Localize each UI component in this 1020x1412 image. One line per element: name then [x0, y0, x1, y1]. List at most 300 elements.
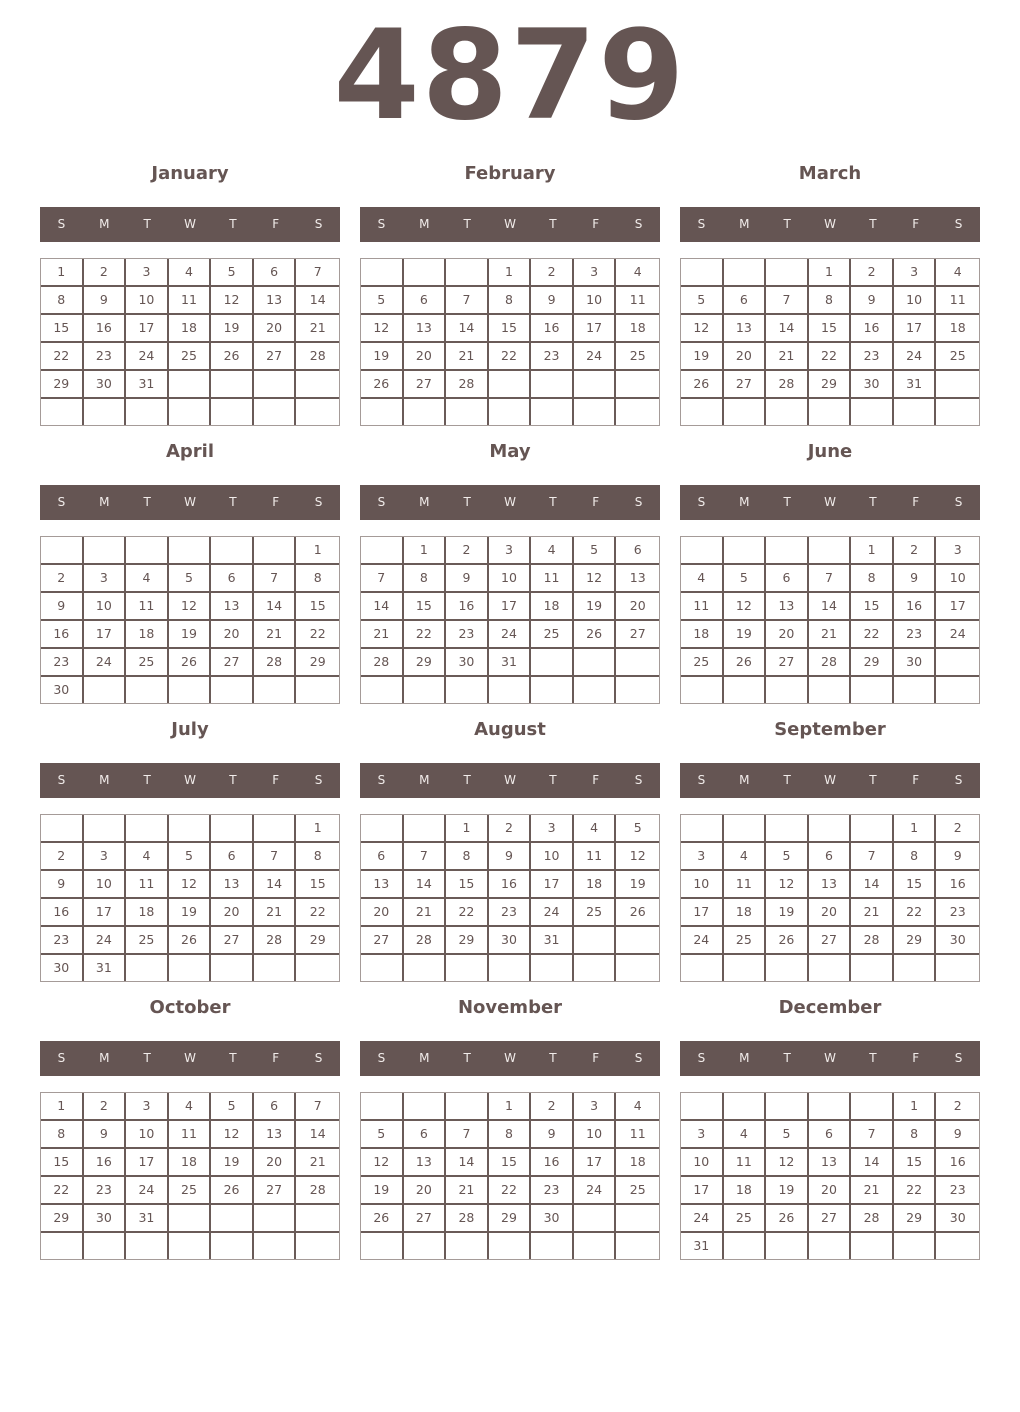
day-cell[interactable]: 4 [681, 565, 724, 593]
day-cell[interactable] [361, 537, 404, 565]
day-cell[interactable] [84, 677, 127, 703]
day-cell[interactable]: 2 [531, 259, 574, 287]
day-cell[interactable]: 17 [84, 621, 127, 649]
day-cell[interactable] [169, 371, 212, 399]
day-cell[interactable]: 30 [851, 371, 894, 399]
day-cell[interactable] [766, 677, 809, 703]
day-cell[interactable] [446, 677, 489, 703]
day-cell[interactable]: 16 [531, 1149, 574, 1177]
day-cell[interactable]: 1 [446, 815, 489, 843]
day-cell[interactable]: 24 [531, 899, 574, 927]
day-cell[interactable]: 26 [211, 343, 254, 371]
day-cell[interactable]: 8 [894, 1121, 937, 1149]
day-cell[interactable] [361, 955, 404, 981]
day-cell[interactable]: 9 [446, 565, 489, 593]
day-cell[interactable]: 21 [361, 621, 404, 649]
day-cell[interactable]: 10 [126, 287, 169, 315]
day-cell[interactable]: 13 [809, 871, 852, 899]
day-cell[interactable]: 24 [936, 621, 979, 649]
day-cell[interactable]: 28 [361, 649, 404, 677]
day-cell[interactable]: 29 [446, 927, 489, 955]
day-cell[interactable]: 31 [84, 955, 127, 981]
day-cell[interactable]: 30 [489, 927, 532, 955]
day-cell[interactable]: 8 [41, 287, 84, 315]
day-cell[interactable]: 13 [211, 871, 254, 899]
day-cell[interactable]: 26 [169, 649, 212, 677]
day-cell[interactable]: 5 [681, 287, 724, 315]
day-cell[interactable]: 8 [296, 565, 339, 593]
day-cell[interactable]: 27 [766, 649, 809, 677]
day-cell[interactable]: 20 [616, 593, 659, 621]
day-cell[interactable]: 25 [574, 899, 617, 927]
day-cell[interactable]: 2 [936, 1093, 979, 1121]
day-cell[interactable] [361, 815, 404, 843]
day-cell[interactable]: 3 [84, 843, 127, 871]
day-cell[interactable] [489, 371, 532, 399]
day-cell[interactable]: 25 [616, 1177, 659, 1205]
day-cell[interactable] [404, 677, 447, 703]
day-cell[interactable]: 16 [84, 315, 127, 343]
day-cell[interactable]: 12 [361, 1149, 404, 1177]
day-cell[interactable]: 19 [361, 343, 404, 371]
day-cell[interactable]: 19 [169, 621, 212, 649]
day-cell[interactable]: 13 [616, 565, 659, 593]
day-cell[interactable] [489, 677, 532, 703]
day-cell[interactable]: 28 [809, 649, 852, 677]
day-cell[interactable] [446, 259, 489, 287]
day-cell[interactable]: 3 [126, 259, 169, 287]
day-cell[interactable] [211, 537, 254, 565]
day-cell[interactable]: 15 [41, 315, 84, 343]
day-cell[interactable]: 13 [254, 287, 297, 315]
day-cell[interactable] [809, 1233, 852, 1259]
day-cell[interactable]: 11 [126, 593, 169, 621]
day-cell[interactable]: 15 [894, 871, 937, 899]
day-cell[interactable] [531, 1233, 574, 1259]
day-cell[interactable]: 8 [296, 843, 339, 871]
day-cell[interactable]: 29 [851, 649, 894, 677]
day-cell[interactable]: 30 [84, 1205, 127, 1233]
day-cell[interactable]: 21 [851, 1177, 894, 1205]
day-cell[interactable]: 4 [724, 843, 767, 871]
day-cell[interactable] [894, 955, 937, 981]
day-cell[interactable]: 10 [681, 1149, 724, 1177]
day-cell[interactable]: 29 [41, 1205, 84, 1233]
day-cell[interactable] [936, 955, 979, 981]
day-cell[interactable]: 21 [766, 343, 809, 371]
day-cell[interactable]: 29 [489, 1205, 532, 1233]
day-cell[interactable]: 12 [724, 593, 767, 621]
day-cell[interactable]: 7 [809, 565, 852, 593]
day-cell[interactable]: 17 [126, 315, 169, 343]
day-cell[interactable]: 24 [489, 621, 532, 649]
day-cell[interactable]: 5 [361, 1121, 404, 1149]
day-cell[interactable]: 18 [616, 1149, 659, 1177]
day-cell[interactable]: 11 [126, 871, 169, 899]
day-cell[interactable]: 15 [41, 1149, 84, 1177]
day-cell[interactable]: 14 [254, 593, 297, 621]
day-cell[interactable]: 22 [296, 899, 339, 927]
day-cell[interactable]: 23 [489, 899, 532, 927]
day-cell[interactable] [616, 1233, 659, 1259]
day-cell[interactable]: 8 [41, 1121, 84, 1149]
day-cell[interactable] [41, 537, 84, 565]
day-cell[interactable]: 1 [489, 259, 532, 287]
day-cell[interactable]: 15 [489, 1149, 532, 1177]
day-cell[interactable] [681, 399, 724, 425]
day-cell[interactable]: 27 [404, 1205, 447, 1233]
day-cell[interactable]: 28 [851, 1205, 894, 1233]
day-cell[interactable]: 9 [84, 1121, 127, 1149]
day-cell[interactable]: 22 [489, 1177, 532, 1205]
day-cell[interactable] [724, 399, 767, 425]
day-cell[interactable]: 27 [809, 1205, 852, 1233]
day-cell[interactable] [169, 1233, 212, 1259]
day-cell[interactable]: 22 [809, 343, 852, 371]
day-cell[interactable]: 17 [84, 899, 127, 927]
day-cell[interactable]: 21 [404, 899, 447, 927]
day-cell[interactable]: 5 [574, 537, 617, 565]
day-cell[interactable]: 13 [404, 315, 447, 343]
day-cell[interactable]: 22 [446, 899, 489, 927]
day-cell[interactable]: 7 [851, 843, 894, 871]
day-cell[interactable] [296, 1205, 339, 1233]
day-cell[interactable]: 19 [766, 1177, 809, 1205]
day-cell[interactable]: 7 [296, 259, 339, 287]
day-cell[interactable]: 6 [254, 1093, 297, 1121]
day-cell[interactable]: 15 [489, 315, 532, 343]
day-cell[interactable] [936, 371, 979, 399]
day-cell[interactable]: 2 [851, 259, 894, 287]
day-cell[interactable] [254, 371, 297, 399]
day-cell[interactable] [296, 399, 339, 425]
day-cell[interactable] [681, 955, 724, 981]
day-cell[interactable]: 13 [361, 871, 404, 899]
day-cell[interactable]: 9 [41, 593, 84, 621]
day-cell[interactable]: 28 [296, 1177, 339, 1205]
day-cell[interactable] [724, 259, 767, 287]
day-cell[interactable]: 2 [531, 1093, 574, 1121]
day-cell[interactable]: 3 [681, 1121, 724, 1149]
day-cell[interactable]: 19 [616, 871, 659, 899]
day-cell[interactable]: 10 [84, 593, 127, 621]
day-cell[interactable]: 31 [531, 927, 574, 955]
day-cell[interactable]: 11 [681, 593, 724, 621]
day-cell[interactable] [169, 955, 212, 981]
day-cell[interactable]: 12 [361, 315, 404, 343]
day-cell[interactable]: 23 [446, 621, 489, 649]
day-cell[interactable]: 22 [41, 343, 84, 371]
day-cell[interactable]: 23 [894, 621, 937, 649]
day-cell[interactable]: 27 [361, 927, 404, 955]
day-cell[interactable]: 11 [724, 871, 767, 899]
day-cell[interactable] [809, 677, 852, 703]
day-cell[interactable]: 17 [681, 899, 724, 927]
day-cell[interactable]: 20 [254, 315, 297, 343]
day-cell[interactable]: 12 [169, 593, 212, 621]
day-cell[interactable]: 27 [211, 649, 254, 677]
day-cell[interactable]: 13 [211, 593, 254, 621]
day-cell[interactable]: 19 [724, 621, 767, 649]
day-cell[interactable]: 25 [936, 343, 979, 371]
day-cell[interactable]: 3 [531, 815, 574, 843]
day-cell[interactable] [361, 399, 404, 425]
day-cell[interactable]: 15 [446, 871, 489, 899]
day-cell[interactable] [574, 1205, 617, 1233]
day-cell[interactable]: 31 [894, 371, 937, 399]
day-cell[interactable]: 25 [531, 621, 574, 649]
day-cell[interactable]: 5 [766, 843, 809, 871]
day-cell[interactable]: 23 [936, 899, 979, 927]
day-cell[interactable]: 27 [254, 343, 297, 371]
day-cell[interactable]: 31 [489, 649, 532, 677]
day-cell[interactable]: 25 [126, 927, 169, 955]
day-cell[interactable] [211, 371, 254, 399]
day-cell[interactable]: 30 [84, 371, 127, 399]
day-cell[interactable]: 15 [296, 871, 339, 899]
day-cell[interactable]: 6 [404, 1121, 447, 1149]
day-cell[interactable]: 4 [936, 259, 979, 287]
day-cell[interactable]: 22 [489, 343, 532, 371]
day-cell[interactable]: 1 [809, 259, 852, 287]
day-cell[interactable] [724, 677, 767, 703]
day-cell[interactable]: 23 [936, 1177, 979, 1205]
day-cell[interactable]: 30 [41, 955, 84, 981]
day-cell[interactable]: 5 [361, 287, 404, 315]
day-cell[interactable] [851, 399, 894, 425]
day-cell[interactable]: 21 [809, 621, 852, 649]
day-cell[interactable]: 5 [211, 259, 254, 287]
day-cell[interactable]: 6 [211, 843, 254, 871]
day-cell[interactable] [169, 815, 212, 843]
day-cell[interactable]: 30 [936, 1205, 979, 1233]
day-cell[interactable]: 7 [254, 565, 297, 593]
day-cell[interactable] [446, 955, 489, 981]
day-cell[interactable] [296, 371, 339, 399]
day-cell[interactable]: 1 [894, 1093, 937, 1121]
day-cell[interactable] [681, 259, 724, 287]
day-cell[interactable] [531, 649, 574, 677]
day-cell[interactable] [681, 537, 724, 565]
day-cell[interactable]: 27 [724, 371, 767, 399]
day-cell[interactable]: 11 [616, 287, 659, 315]
day-cell[interactable]: 18 [169, 315, 212, 343]
day-cell[interactable] [724, 815, 767, 843]
day-cell[interactable] [254, 955, 297, 981]
day-cell[interactable]: 17 [681, 1177, 724, 1205]
day-cell[interactable]: 30 [531, 1205, 574, 1233]
day-cell[interactable]: 26 [211, 1177, 254, 1205]
day-cell[interactable]: 15 [894, 1149, 937, 1177]
day-cell[interactable]: 15 [851, 593, 894, 621]
day-cell[interactable]: 30 [446, 649, 489, 677]
day-cell[interactable] [531, 955, 574, 981]
day-cell[interactable]: 17 [126, 1149, 169, 1177]
day-cell[interactable]: 11 [724, 1149, 767, 1177]
day-cell[interactable] [211, 677, 254, 703]
day-cell[interactable]: 25 [681, 649, 724, 677]
day-cell[interactable]: 3 [894, 259, 937, 287]
day-cell[interactable] [574, 1233, 617, 1259]
day-cell[interactable]: 20 [211, 621, 254, 649]
day-cell[interactable] [766, 399, 809, 425]
day-cell[interactable]: 18 [126, 621, 169, 649]
day-cell[interactable] [616, 371, 659, 399]
day-cell[interactable] [211, 399, 254, 425]
day-cell[interactable] [616, 399, 659, 425]
day-cell[interactable]: 1 [489, 1093, 532, 1121]
day-cell[interactable] [361, 1093, 404, 1121]
day-cell[interactable]: 24 [126, 1177, 169, 1205]
day-cell[interactable] [724, 1093, 767, 1121]
day-cell[interactable]: 14 [851, 871, 894, 899]
day-cell[interactable]: 4 [531, 537, 574, 565]
day-cell[interactable]: 10 [681, 871, 724, 899]
day-cell[interactable]: 6 [254, 259, 297, 287]
day-cell[interactable] [936, 399, 979, 425]
day-cell[interactable]: 18 [531, 593, 574, 621]
day-cell[interactable] [169, 399, 212, 425]
day-cell[interactable] [84, 815, 127, 843]
day-cell[interactable] [936, 649, 979, 677]
day-cell[interactable]: 4 [126, 843, 169, 871]
day-cell[interactable]: 8 [446, 843, 489, 871]
day-cell[interactable]: 31 [681, 1233, 724, 1259]
day-cell[interactable]: 10 [531, 843, 574, 871]
day-cell[interactable]: 19 [361, 1177, 404, 1205]
day-cell[interactable]: 1 [296, 537, 339, 565]
day-cell[interactable]: 19 [574, 593, 617, 621]
day-cell[interactable]: 26 [766, 1205, 809, 1233]
day-cell[interactable] [616, 1205, 659, 1233]
day-cell[interactable] [84, 537, 127, 565]
day-cell[interactable]: 17 [489, 593, 532, 621]
day-cell[interactable]: 21 [446, 343, 489, 371]
day-cell[interactable]: 6 [404, 287, 447, 315]
day-cell[interactable] [254, 815, 297, 843]
day-cell[interactable]: 9 [489, 843, 532, 871]
day-cell[interactable]: 20 [361, 899, 404, 927]
day-cell[interactable]: 29 [296, 649, 339, 677]
day-cell[interactable]: 20 [766, 621, 809, 649]
day-cell[interactable] [574, 955, 617, 981]
day-cell[interactable]: 8 [404, 565, 447, 593]
day-cell[interactable]: 23 [851, 343, 894, 371]
day-cell[interactable]: 16 [894, 593, 937, 621]
day-cell[interactable]: 19 [211, 315, 254, 343]
day-cell[interactable]: 12 [211, 1121, 254, 1149]
day-cell[interactable]: 27 [254, 1177, 297, 1205]
day-cell[interactable]: 16 [851, 315, 894, 343]
day-cell[interactable]: 22 [404, 621, 447, 649]
day-cell[interactable]: 2 [936, 815, 979, 843]
day-cell[interactable]: 24 [126, 343, 169, 371]
day-cell[interactable] [574, 371, 617, 399]
day-cell[interactable]: 2 [41, 565, 84, 593]
day-cell[interactable]: 14 [851, 1149, 894, 1177]
day-cell[interactable]: 23 [41, 649, 84, 677]
day-cell[interactable]: 19 [211, 1149, 254, 1177]
day-cell[interactable]: 6 [616, 537, 659, 565]
day-cell[interactable] [361, 1233, 404, 1259]
day-cell[interactable]: 17 [936, 593, 979, 621]
day-cell[interactable]: 27 [211, 927, 254, 955]
day-cell[interactable]: 17 [574, 315, 617, 343]
day-cell[interactable] [809, 537, 852, 565]
day-cell[interactable] [616, 955, 659, 981]
day-cell[interactable] [211, 1205, 254, 1233]
day-cell[interactable] [404, 259, 447, 287]
day-cell[interactable]: 10 [936, 565, 979, 593]
day-cell[interactable] [766, 955, 809, 981]
day-cell[interactable]: 5 [169, 843, 212, 871]
day-cell[interactable]: 7 [851, 1121, 894, 1149]
day-cell[interactable] [809, 1093, 852, 1121]
day-cell[interactable]: 9 [84, 287, 127, 315]
day-cell[interactable]: 9 [41, 871, 84, 899]
day-cell[interactable]: 3 [489, 537, 532, 565]
day-cell[interactable]: 30 [936, 927, 979, 955]
day-cell[interactable]: 14 [809, 593, 852, 621]
day-cell[interactable] [574, 399, 617, 425]
day-cell[interactable]: 13 [254, 1121, 297, 1149]
day-cell[interactable] [446, 399, 489, 425]
day-cell[interactable]: 24 [84, 649, 127, 677]
day-cell[interactable]: 14 [446, 1149, 489, 1177]
day-cell[interactable] [531, 371, 574, 399]
day-cell[interactable]: 9 [531, 1121, 574, 1149]
day-cell[interactable]: 27 [809, 927, 852, 955]
day-cell[interactable]: 23 [84, 343, 127, 371]
day-cell[interactable]: 29 [894, 927, 937, 955]
day-cell[interactable]: 4 [574, 815, 617, 843]
day-cell[interactable]: 13 [766, 593, 809, 621]
day-cell[interactable]: 14 [404, 871, 447, 899]
day-cell[interactable] [616, 927, 659, 955]
day-cell[interactable]: 9 [531, 287, 574, 315]
day-cell[interactable]: 16 [41, 899, 84, 927]
day-cell[interactable]: 20 [211, 899, 254, 927]
day-cell[interactable]: 15 [809, 315, 852, 343]
day-cell[interactable]: 24 [84, 927, 127, 955]
day-cell[interactable]: 4 [724, 1121, 767, 1149]
day-cell[interactable]: 30 [894, 649, 937, 677]
day-cell[interactable] [766, 259, 809, 287]
day-cell[interactable]: 4 [616, 259, 659, 287]
day-cell[interactable]: 4 [169, 1093, 212, 1121]
day-cell[interactable]: 9 [936, 843, 979, 871]
day-cell[interactable]: 5 [724, 565, 767, 593]
day-cell[interactable]: 13 [404, 1149, 447, 1177]
day-cell[interactable]: 9 [851, 287, 894, 315]
day-cell[interactable] [851, 677, 894, 703]
day-cell[interactable]: 20 [254, 1149, 297, 1177]
day-cell[interactable]: 22 [851, 621, 894, 649]
day-cell[interactable] [894, 399, 937, 425]
day-cell[interactable] [211, 815, 254, 843]
day-cell[interactable] [809, 815, 852, 843]
day-cell[interactable] [404, 815, 447, 843]
day-cell[interactable]: 5 [616, 815, 659, 843]
day-cell[interactable]: 7 [361, 565, 404, 593]
day-cell[interactable]: 14 [446, 315, 489, 343]
day-cell[interactable]: 18 [126, 899, 169, 927]
day-cell[interactable]: 7 [446, 1121, 489, 1149]
day-cell[interactable] [766, 815, 809, 843]
day-cell[interactable] [296, 1233, 339, 1259]
day-cell[interactable] [126, 1233, 169, 1259]
day-cell[interactable]: 2 [446, 537, 489, 565]
